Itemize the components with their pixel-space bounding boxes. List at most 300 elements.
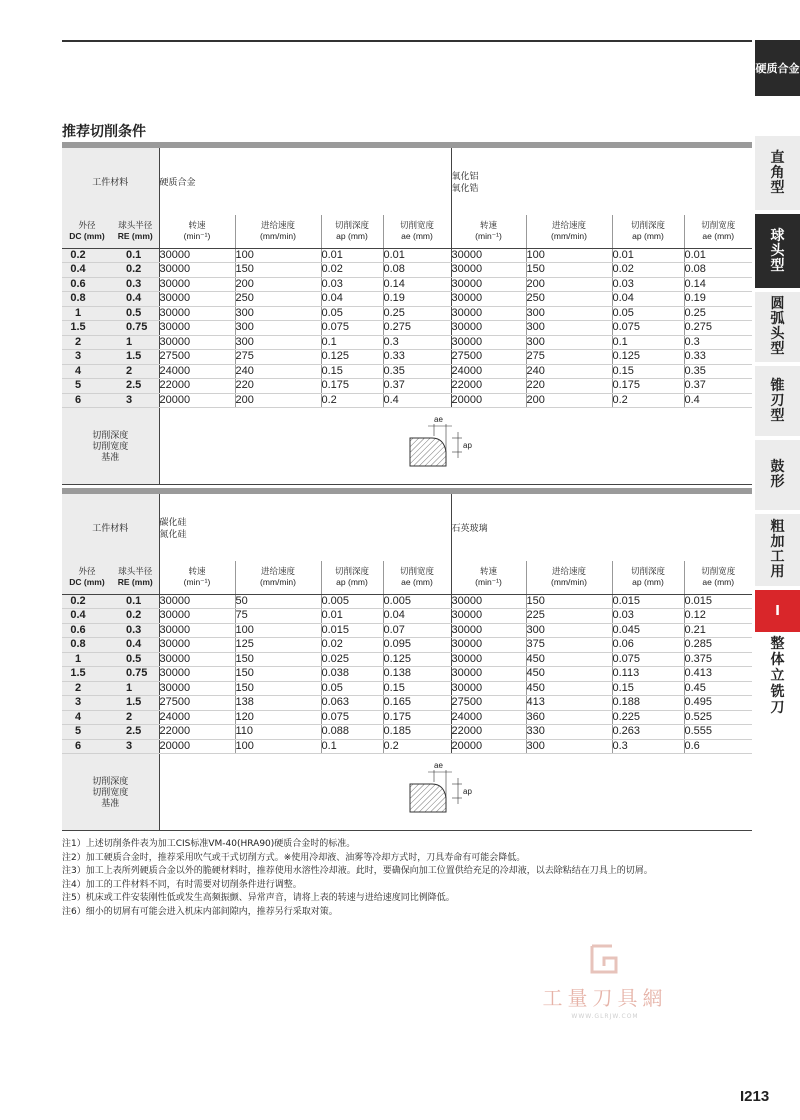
table-cell: 0.6 — [62, 623, 112, 638]
table-cell: 20000 — [159, 393, 235, 408]
table-cell: 1.5 — [62, 321, 112, 336]
column-header — [62, 215, 112, 248]
table-cell: 200 — [235, 277, 321, 292]
table-cell: 0.125 — [383, 652, 451, 667]
table-cell: 1.5 — [112, 696, 159, 711]
column-header — [451, 215, 526, 248]
table-cell: 0.025 — [321, 652, 383, 667]
table-cell: 30000 — [451, 321, 526, 336]
table-cell: 30000 — [451, 609, 526, 624]
table-cell: 0.285 — [684, 638, 752, 653]
table-cell: 450 — [526, 667, 612, 682]
table-cell: 27500 — [159, 696, 235, 711]
table-cell: 30000 — [451, 594, 526, 609]
table-cell: 0.165 — [383, 696, 451, 711]
table-cell: 0.4 — [112, 292, 159, 307]
column-header — [684, 561, 752, 594]
table-cell: 240 — [235, 364, 321, 379]
table-cell: 0.555 — [684, 725, 752, 740]
cutting-diagram-cell — [159, 754, 752, 831]
table-cell: 2 — [62, 335, 112, 350]
table-cell: 20000 — [451, 739, 526, 754]
table-row — [62, 335, 752, 350]
column-header — [112, 561, 159, 594]
table-cell: 0.185 — [383, 725, 451, 740]
table-cell: 20000 — [451, 393, 526, 408]
table-row — [62, 379, 752, 394]
table-cell: 300 — [526, 306, 612, 321]
table-cell: 0.2 — [62, 594, 112, 609]
table-cell: 0.2 — [62, 248, 112, 263]
workpiece-material-label: 工件材料 — [62, 494, 159, 561]
column-header-unit: ae (mm) — [702, 577, 735, 588]
table-cell: 250 — [235, 292, 321, 307]
column-header-line: 进给速度 — [551, 220, 586, 231]
table-cell: 0.1 — [112, 594, 159, 609]
section-letter: I — [755, 590, 800, 632]
table-cell: 30000 — [451, 667, 526, 682]
reference-label-line: 切削宽度 — [92, 786, 129, 797]
column-header-line: 进给速度 — [260, 566, 295, 577]
table-cell: 220 — [235, 379, 321, 394]
table-cell: 0.413 — [684, 667, 752, 682]
table-cell: 0.15 — [383, 681, 451, 696]
table-cell: 30000 — [159, 277, 235, 292]
workpiece-shape — [410, 784, 446, 812]
table-row — [62, 277, 752, 292]
table-cell: 0.02 — [321, 638, 383, 653]
table-cell: 0.045 — [612, 623, 684, 638]
material-name: 碳化硅 — [159, 516, 187, 527]
table-cell: 30000 — [451, 248, 526, 263]
column-header-unit: (min⁻¹) — [475, 231, 502, 242]
table-cell: 0.4 — [112, 638, 159, 653]
ae-label: ae — [433, 761, 443, 770]
column-header-line: 切削宽度 — [399, 566, 434, 577]
table-cell: 150 — [235, 263, 321, 278]
table-row — [62, 609, 752, 624]
table-cell: 30000 — [159, 594, 235, 609]
table-cell: 27500 — [451, 350, 526, 365]
table-cell: 0.4 — [383, 393, 451, 408]
column-header — [684, 215, 752, 248]
table-cell: 0.138 — [383, 667, 451, 682]
table-cell: 200 — [526, 393, 612, 408]
table-cell: 4 — [62, 710, 112, 725]
column-header-unit: (min⁻¹) — [183, 577, 211, 588]
table-cell: 0.063 — [321, 696, 383, 711]
table-cell: 30000 — [451, 623, 526, 638]
column-header-row — [62, 561, 752, 594]
table-cell: 1 — [62, 652, 112, 667]
table-cell: 0.35 — [684, 364, 752, 379]
table-cell: 150 — [235, 667, 321, 682]
table-cell: 0.37 — [684, 379, 752, 394]
table-cell: 0.33 — [684, 350, 752, 365]
table-cell: 0.4 — [62, 263, 112, 278]
table-cell: 0.4 — [62, 609, 112, 624]
table-cell: 0.175 — [383, 710, 451, 725]
column-header — [526, 215, 612, 248]
section-label: 整体立铣刀 — [770, 636, 785, 716]
top-rule — [62, 40, 752, 42]
column-header-unit: ae (mm) — [401, 231, 433, 242]
side-tab-6[interactable]: 粗加工用 — [755, 514, 800, 586]
table-cell: 0.175 — [321, 379, 383, 394]
table-row — [62, 248, 752, 263]
table-cell: 220 — [526, 379, 612, 394]
table-cell: 30000 — [159, 652, 235, 667]
reference-label-line: 基准 — [101, 797, 120, 808]
column-header-line: 进给速度 — [551, 566, 586, 577]
table-cell: 0.125 — [612, 350, 684, 365]
table-cell: 300 — [235, 306, 321, 321]
table-cell: 30000 — [451, 681, 526, 696]
table-cell: 100 — [526, 248, 612, 263]
table-cell: 0.2 — [112, 263, 159, 278]
column-header-line: 外径 — [78, 566, 96, 577]
table-cell: 0.188 — [612, 696, 684, 711]
column-header-unit: ap (mm) — [632, 231, 664, 242]
notes — [62, 838, 752, 920]
column-header — [112, 215, 159, 248]
table-cell: 0.095 — [383, 638, 451, 653]
material-name: 氮化硅 — [159, 528, 187, 539]
table-cell: 120 — [235, 710, 321, 725]
table-cell: 30000 — [451, 652, 526, 667]
table-cell: 0.225 — [612, 710, 684, 725]
table-cell: 200 — [235, 393, 321, 408]
note-item: 注2）加工硬质合金时，推荐采用吹气或干式切削方式。※使用冷却液、油雾等冷却方式时，刀具寿命有可能会降低。 — [62, 852, 526, 863]
column-header-line: 球头半径 — [118, 220, 153, 231]
page-number: I213 — [740, 1088, 770, 1105]
table-cell: 330 — [526, 725, 612, 740]
table-cell: 0.01 — [383, 248, 451, 263]
side-tab-1[interactable]: 直角型 — [755, 136, 800, 210]
cutting-conditions-table-2 — [62, 488, 752, 831]
table-cell: 0.2 — [612, 393, 684, 408]
table-cell: 0.25 — [383, 306, 451, 321]
table-cell: 250 — [526, 292, 612, 307]
column-header-unit: RE (mm) — [117, 577, 153, 588]
material-name: 氧化铝 — [451, 170, 479, 181]
watermark-text: 工量刀具網 — [542, 986, 668, 1010]
table-cell: 0.5 — [112, 652, 159, 667]
table-row — [62, 638, 752, 653]
column-header-line: 切削宽度 — [399, 220, 434, 231]
table-cell: 240 — [526, 364, 612, 379]
column-header-line: 切削深度 — [334, 566, 369, 577]
table-cell: 0.75 — [112, 321, 159, 336]
material-row — [62, 494, 752, 561]
reference-row — [62, 408, 752, 485]
table-row — [62, 739, 752, 754]
table-cell: 2 — [112, 710, 159, 725]
column-header-line: 外径 — [78, 220, 96, 231]
table-cell: 22000 — [159, 725, 235, 740]
table-cell: 0.3 — [612, 739, 684, 754]
table-row — [62, 652, 752, 667]
table-cell: 225 — [526, 609, 612, 624]
column-header-line: 切削深度 — [630, 566, 665, 577]
table-cell: 0.005 — [321, 594, 383, 609]
table-cell: 30000 — [159, 609, 235, 624]
column-header-line: 转速 — [188, 220, 206, 231]
table-cell: 0.015 — [321, 623, 383, 638]
table-cell: 0.088 — [321, 725, 383, 740]
table-cell: 0.2 — [112, 609, 159, 624]
table-cell: 300 — [526, 739, 612, 754]
column-header — [321, 215, 383, 248]
table-cell: 360 — [526, 710, 612, 725]
column-header — [526, 561, 612, 594]
table-cell: 450 — [526, 652, 612, 667]
column-header — [383, 215, 451, 248]
note-item: 注4）加工的工件材料不同，有时需要对切削条件进行调整。 — [62, 879, 302, 890]
table-cell: 0.15 — [321, 364, 383, 379]
table-cell: 110 — [235, 725, 321, 740]
table-cell: 138 — [235, 696, 321, 711]
table-cell: 300 — [526, 335, 612, 350]
column-header-line: 转速 — [479, 220, 497, 231]
table-cell: 0.04 — [321, 292, 383, 307]
column-header-unit: DC (mm) — [69, 231, 105, 242]
table-cell: 30000 — [451, 277, 526, 292]
material-name: 氧化锆 — [451, 182, 479, 193]
table-cell: 0.35 — [383, 364, 451, 379]
note-item: 注6）细小的切屑有可能会进入机床内部间隙内，推荐另行采取对策。 — [62, 906, 338, 917]
table-cell: 300 — [526, 321, 612, 336]
material-right — [451, 148, 752, 215]
table-cell: 6 — [62, 393, 112, 408]
table-cell: 24000 — [451, 710, 526, 725]
table-cell: 5 — [62, 725, 112, 740]
table-cell: 0.05 — [321, 681, 383, 696]
table-cell: 0.02 — [612, 263, 684, 278]
table-cell: 30000 — [159, 638, 235, 653]
table-cell: 125 — [235, 638, 321, 653]
table-cell: 0.15 — [612, 681, 684, 696]
table-cell: 3 — [62, 696, 112, 711]
table-cell: 300 — [235, 321, 321, 336]
table-cell: 0.275 — [684, 321, 752, 336]
table-cell: 1 — [112, 681, 159, 696]
column-header-unit: ap (mm) — [336, 231, 368, 242]
table-cell: 24000 — [159, 710, 235, 725]
table-cell: 0.03 — [612, 609, 684, 624]
table-cell: 30000 — [451, 263, 526, 278]
cutting-depth-width-diagram — [160, 408, 750, 484]
table-row — [62, 321, 752, 336]
table-row — [62, 667, 752, 682]
table-cell: 0.175 — [612, 379, 684, 394]
table-cell: 0.125 — [321, 350, 383, 365]
column-header — [235, 561, 321, 594]
table-cell: 0.038 — [321, 667, 383, 682]
material-name: 硬质合金 — [159, 176, 196, 187]
table-cell: 0.05 — [321, 306, 383, 321]
table-cell: 22000 — [451, 379, 526, 394]
table-cell: 0.3 — [383, 335, 451, 350]
table-cell: 0.01 — [684, 248, 752, 263]
table-cell: 2.5 — [112, 725, 159, 740]
table-cell: 0.375 — [684, 652, 752, 667]
side-tab-2[interactable]: 球头型 — [755, 214, 800, 288]
table-cell: 1.5 — [62, 667, 112, 682]
watermark-logo-icon — [588, 944, 622, 974]
ae-label: ae — [433, 415, 443, 424]
watermark-url: WWW.GLRJW.COM — [571, 1013, 639, 1020]
table-cell: 0.2 — [321, 393, 383, 408]
table-cell: 0.6 — [684, 739, 752, 754]
table-cell: 50 — [235, 594, 321, 609]
table-cell: 0.6 — [62, 277, 112, 292]
table-cell: 75 — [235, 609, 321, 624]
table-cell: 0.5 — [112, 306, 159, 321]
reference-label-line: 切削深度 — [92, 775, 129, 786]
column-header — [451, 561, 526, 594]
column-header-unit: (min⁻¹) — [475, 577, 502, 588]
column-header-unit: ap (mm) — [632, 577, 664, 588]
column-header-unit: DC (mm) — [69, 577, 105, 588]
column-header — [159, 561, 235, 594]
column-header — [62, 561, 112, 594]
table-cell: 0.12 — [684, 609, 752, 624]
side-tab-3[interactable]: 圆弧头型 — [755, 292, 800, 362]
table-cell: 150 — [235, 652, 321, 667]
table-cell: 2 — [62, 681, 112, 696]
note-item: 注3）加工上表所列硬质合金以外的脆硬材料时，推荐使用水溶性冷却液。此时，要确保向加工位置供给充足的冷却液，以去除粘结在刀具上的切屑。 — [62, 866, 653, 877]
material-name: 石英玻璃 — [451, 522, 488, 533]
reference-label — [62, 408, 159, 485]
reference-label-line: 切削宽度 — [92, 440, 129, 451]
table-cell: 0.45 — [684, 681, 752, 696]
table-cell: 30000 — [451, 638, 526, 653]
table-cell: 0.525 — [684, 710, 752, 725]
table-cell: 0.1 — [612, 335, 684, 350]
table-cell: 0.33 — [383, 350, 451, 365]
column-header — [159, 215, 235, 248]
table-cell: 22000 — [451, 725, 526, 740]
table-cell: 0.3 — [684, 335, 752, 350]
material-left — [159, 148, 451, 215]
table-row — [62, 681, 752, 696]
table-cell: 30000 — [159, 681, 235, 696]
table-cell: 30000 — [159, 263, 235, 278]
table-cell: 0.3 — [112, 623, 159, 638]
ap-label: ap — [462, 441, 472, 450]
table-cell: 0.19 — [684, 292, 752, 307]
column-header-unit: ae (mm) — [702, 231, 735, 242]
table-cell: 1 — [112, 335, 159, 350]
table-cell: 0.04 — [612, 292, 684, 307]
table-cell: 30000 — [159, 321, 235, 336]
column-header-unit: RE (mm) — [117, 231, 153, 242]
column-header-line: 转速 — [479, 566, 497, 577]
table-cell: 30000 — [159, 306, 235, 321]
table-cell: 30000 — [451, 335, 526, 350]
watermark — [540, 944, 670, 1020]
table-cell: 0.75 — [112, 667, 159, 682]
table-cell: 1.5 — [112, 350, 159, 365]
table-cell: 0.015 — [612, 594, 684, 609]
column-header-unit: (mm/min) — [551, 577, 587, 588]
table-cell: 0.113 — [612, 667, 684, 682]
table-cell: 0.25 — [684, 306, 752, 321]
table-cell: 0.3 — [112, 277, 159, 292]
table-cell: 0.263 — [612, 725, 684, 740]
note-item: 注1）上述切削条件表为加工CIS标准VM-40(HRA90)硬质合金时的标准。 — [62, 839, 356, 849]
section-title: 推荐切削条件 — [62, 124, 146, 140]
table-cell: 30000 — [159, 292, 235, 307]
workpiece-material-label: 工件材料 — [62, 148, 159, 215]
table-cell: 150 — [526, 594, 612, 609]
column-header — [235, 215, 321, 248]
table-cell: 27500 — [451, 696, 526, 711]
table-cell: 30000 — [159, 248, 235, 263]
side-tab-5[interactable]: 鼓形 — [755, 440, 800, 510]
table-cell: 100 — [235, 739, 321, 754]
reference-label — [62, 754, 159, 831]
table-cell: 0.08 — [684, 263, 752, 278]
table-row — [62, 623, 752, 638]
column-header-line: 切削深度 — [334, 220, 369, 231]
column-header-line: 球头半径 — [118, 566, 153, 577]
table-row — [62, 710, 752, 725]
table-cell: 0.02 — [321, 263, 383, 278]
table-cell: 0.4 — [684, 393, 752, 408]
column-header-unit: (mm/min) — [551, 231, 587, 242]
table-cell: 0.15 — [612, 364, 684, 379]
side-tab-4[interactable]: 锥刃型 — [755, 366, 800, 436]
table-cell: 100 — [235, 248, 321, 263]
table-cell: 0.01 — [321, 609, 383, 624]
table-cell: 22000 — [159, 379, 235, 394]
table-cell: 30000 — [159, 623, 235, 638]
category-tab-carbide[interactable]: 硬质合金 — [755, 40, 800, 96]
table-cell: 0.04 — [383, 609, 451, 624]
column-header-line: 切削宽度 — [701, 220, 736, 231]
table-cell: 0.08 — [383, 263, 451, 278]
table-cell: 0.075 — [612, 321, 684, 336]
table-row — [62, 292, 752, 307]
table-row — [62, 696, 752, 711]
table-cell: 30000 — [159, 667, 235, 682]
column-header-unit: ap (mm) — [336, 577, 368, 588]
table-cell: 450 — [526, 681, 612, 696]
table-cell: 0.8 — [62, 638, 112, 653]
table-cell: 20000 — [159, 739, 235, 754]
table-cell: 4 — [62, 364, 112, 379]
table-cell: 27500 — [159, 350, 235, 365]
reference-label-line: 基准 — [101, 451, 120, 462]
table-cell: 0.1 — [321, 335, 383, 350]
table-cell: 300 — [235, 335, 321, 350]
table-cell: 0.37 — [383, 379, 451, 394]
table-cell: 2.5 — [112, 379, 159, 394]
column-header-unit: (mm/min) — [260, 231, 296, 242]
table-cell: 0.2 — [383, 739, 451, 754]
table-cell: 0.06 — [612, 638, 684, 653]
table-cell: 6 — [62, 739, 112, 754]
table-row — [62, 306, 752, 321]
table-cell: 300 — [526, 623, 612, 638]
table-cell: 3 — [112, 393, 159, 408]
table-cell: 0.075 — [321, 321, 383, 336]
table-row — [62, 393, 752, 408]
workpiece-shape — [410, 438, 446, 466]
table-cell: 0.075 — [612, 652, 684, 667]
